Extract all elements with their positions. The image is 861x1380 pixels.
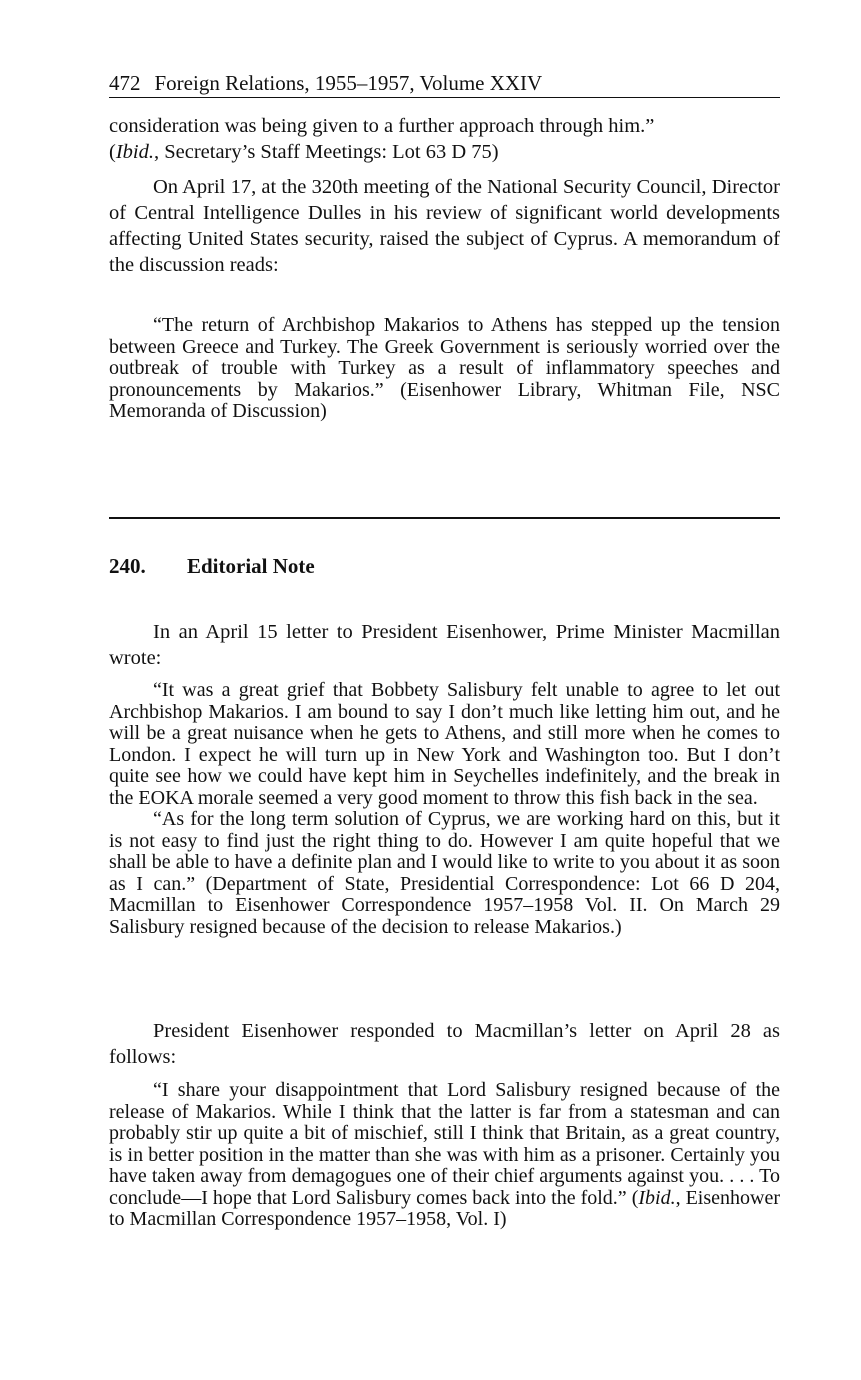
eisenhower-quote-body: “I share your disappointment that Lord Salisbury resigned because of the release of Makarios. While I think that the latter is far from a statesman and can probably stir up quite a bit of mischief, still I think that Britain, as a great country, is in better position in the matter than she was with him as a prisoner. Certainly you have taken away from demagogues one of their chief arguments against you. . . . To conclude—I hope that Lord Salisbury comes back into the fold.” ( [109, 1079, 780, 1209]
section-title: Editorial Note [187, 554, 315, 578]
page-number: 472 [109, 71, 141, 95]
citation-ibid: Ibid. [115, 141, 154, 163]
citation-open: ( [109, 141, 116, 163]
nsc-paragraph-text: On April 17, at the 320th meeting of the National Security Council, Director of Central Intelligence Dulles in his review of significant world developments affecting United States security, raised the subject of Cyprus. A memorandum of the discussion reads: [109, 176, 780, 276]
continuation-text: consideration was being given to a further approach through him.” [109, 115, 655, 137]
section-heading [109, 553, 315, 579]
section-divider [109, 517, 780, 519]
intro-paragraph [109, 619, 780, 671]
continuation-paragraph [109, 113, 780, 165]
eisenhower-quote-text [109, 1080, 780, 1231]
citation-ibid: Ibid. [638, 1186, 676, 1209]
nsc-quote-text: “The return of Archbishop Makarios to Athens has stepped up the tension between Greece and Turkey. The Greek Government is seriously worried over the outbreak of trouble with Turkey as a result of inflammatory speeches and pronouncements by Makarios.” (Eisenhower Library, Whitman File, NSC Memoranda of Discussion) [109, 314, 780, 422]
eisenhower-quote [109, 1080, 780, 1231]
nsc-quote [109, 315, 780, 423]
response-paragraph-text: President Eisenhower responded to Macmillan’s letter on April 28 as follows: [109, 1020, 780, 1068]
citation-rest: , Eisenhower to Macmillan Correspondence 1957–1958, Vol. I) [109, 1186, 780, 1230]
running-header [109, 70, 780, 98]
nsc-paragraph [109, 174, 780, 278]
response-paragraph [109, 1018, 780, 1070]
section-number: 240. [109, 554, 146, 578]
macmillan-quote [109, 680, 780, 938]
macmillan-quote-part-2: “As for the long term solution of Cyprus, we are working hard on this, but it is not easy to find just the right thing to do. However I am quite hopeful that we shall be able to have a definite plan and I would like to write to you about it as soon as I can.” (Department of State, Presidential Correspondence: Lot 66 D 204, Macmillan to Eisenhower Correspondence 1957–1958 Vol. II. On March 29 Salisbury resigned because of the decision to release Makarios.) [109, 808, 780, 938]
citation-rest: , Secretary’s Staff Meetings: Lot 63 D 75) [153, 141, 499, 163]
intro-paragraph-text: In an April 15 letter to President Eisenhower, Prime Minister Macmillan wrote: [109, 621, 780, 669]
macmillan-quote-part-1: “It was a great grief that Bobbety Salisbury felt unable to agree to let out Archbishop Makarios. I am bound to say I don’t much like letting him out, and he will be a great nuisance when he gets to Athens, and still more when he comes to London. I expect he will turn up in New York and Washington too. But I don’t quite see how we could have kept him in Seychelles indefinitely, and the break in the EOKA morale seemed a very good moment to throw this fish back in the sea. [109, 679, 780, 809]
running-title: Foreign Relations, 1955–1957, Volume XXIV [154, 71, 543, 95]
